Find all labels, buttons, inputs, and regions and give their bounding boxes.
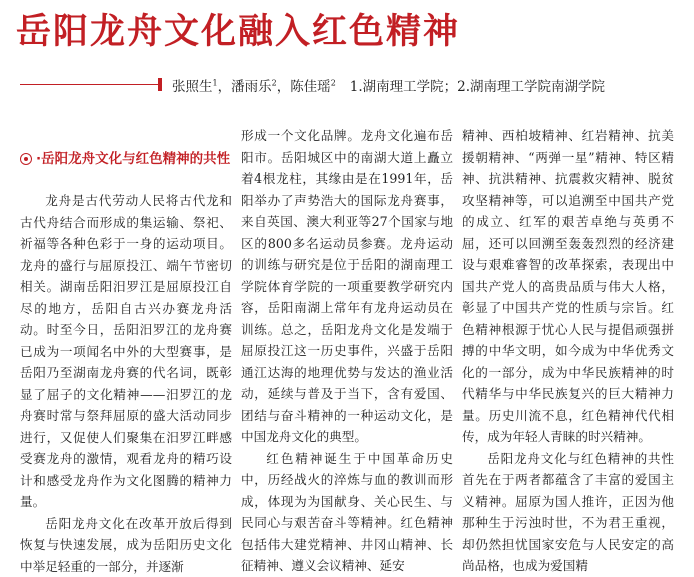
text-column-3 — [462, 125, 674, 556]
author-affiliation-mark: 2 — [272, 79, 277, 88]
byline-rule — [20, 84, 160, 85]
author-name: 陈佳瑶 — [290, 79, 331, 95]
author-name: 张照生 — [172, 79, 213, 95]
author-separator: ， — [277, 79, 291, 95]
text-column-1 — [20, 125, 232, 556]
paragraph-continued: 精神、西柏坡精神、红岩精神、抗美援朝精神、“两弹一星”精神、特区精神、抗洪精神、抗震救灾精神、脱贫攻坚精神等，可以追溯至中国共产党的成立、红军的艰苦卓绝与英勇不屈，还可以回溯至轰轰烈烈的经济建设与艰难睿智的改革探索，表现出中国共产党人的高贵品质与伟大人格，彰显了中国共产党的性质与宗旨。红色精神根源于忧心人民与提倡顽强拼搏的中华文明，如今成为中华优秀文化的一部分，成为中华民族精神的时代精华与中华民族复兴的巨大精神力量。历史川流不息，红色精神代代相传，成为年轻人青睐的时兴精神。 — [462, 125, 674, 448]
byline-rule-marker — [158, 78, 162, 91]
affiliations: 1.湖南理工学院；2.湖南理工学院南湖学院 — [350, 79, 605, 95]
article-title: 岳阳龙舟文化融入红色精神 — [16, 4, 460, 54]
paragraph-continued: 形成一个文化品牌。龙舟文化遍布岳阳市。岳阳城区中的南湖大道上矗立着4根龙柱，其缘由是在1991年，岳阳举办了声势浩大的国际龙舟赛事，来自英国、澳大利亚等27个国家与地区的800多名运动员参赛。龙舟运动的训练与研究是位于岳阳的湖南理工学院体育学院的一项重要教学研究内容，岳阳南湖上常年有龙舟运动员在训练。总之，岳阳龙舟文化是发端于屈原投江这一历史事件，兴盛于岳阳通江达海的地理优势与发达的渔业活动，延续与普及于当下，含有爱国、团结与奋斗精神的一种运动文化，是中国龙舟文化的典型。 — [241, 125, 453, 448]
section-heading — [20, 150, 232, 168]
author-affiliation-mark: 2 — [331, 79, 336, 88]
bullet-circle-icon — [20, 153, 32, 165]
text-column-2 — [241, 125, 453, 556]
byline — [172, 75, 688, 95]
paragraph: 龙舟是古代劳动人民将古代龙和古代舟结合而形成的集运输、祭祀、祈福等各种色彩于一身的运动项目。龙舟的盛行与屈原投江、端午节密切相关。湖南岳阳汨罗江是屈原投江自尽的地方，岳阳自古兴办赛龙舟活动。时至今日，岳阳汨罗江的龙舟赛已成为一项闻名中外的大型赛事，是岳阳乃至湖南龙舟赛的代名词，既彰显了屈子的文化精神——汨罗江的龙舟赛时常与祭拜屈原的盛大活动同步进行，又促使人们聚集在汨罗江畔感受赛龙舟的激情，观看龙舟的精巧设计和感受龙舟作为文化图腾的精神力量。 — [20, 190, 232, 513]
section-heading-text: ·岳阳龙舟文化与红色精神的共性 — [36, 150, 230, 168]
author-affiliation-mark: 1 — [213, 79, 218, 88]
paragraph: 岳阳龙舟文化与红色精神的共性首先在于两者都蕴含了丰富的爱国主义精神。屈原为国人推许，正因为他那种生于污浊时世，不为君王重视，却仍然担忧国家安危与人民安定的高尚品格，也成为爱国精 — [462, 448, 674, 577]
author-separator: ， — [218, 79, 232, 95]
author-name: 潘雨乐 — [231, 79, 272, 95]
paragraph: 岳阳龙舟文化在改革开放后得到恢复与快速发展，成为岳阳历史文化中举足轻重的一部分，并逐渐 — [20, 513, 232, 577]
paragraph: 红色精神诞生于中国革命历史中，历经战火的淬炼与血的教训而形成，体现为为国献身、关心民生、与民同心与艰苦奋斗等精神。红色精神包括伟大建党精神、井冈山精神、长征精神、遵义会议精神、延安 — [241, 448, 453, 577]
